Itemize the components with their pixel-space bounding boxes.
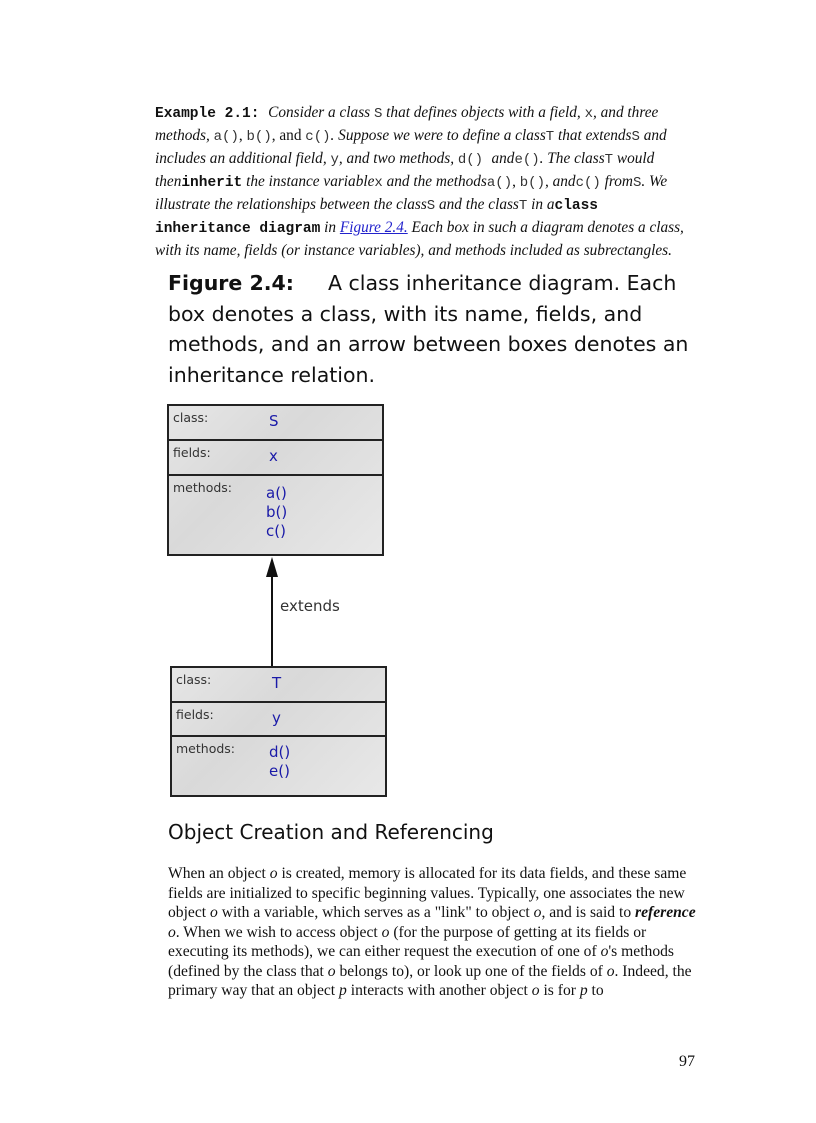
code-text: T [545, 129, 555, 145]
code-text: S [631, 129, 640, 145]
methods-row [172, 737, 385, 795]
code-text: b() [246, 129, 272, 145]
code-text: b() [519, 175, 545, 191]
text-span: is for [539, 982, 580, 999]
emphasis-text: p [339, 982, 347, 999]
emphasis-text: o [327, 962, 336, 980]
text-span: and the methods [382, 173, 487, 190]
text-span: . Indeed, the primary way that an object [168, 962, 692, 999]
code-text: Example 2.1: [155, 106, 269, 122]
text-span: is created, memory is allocated for its data fields, and these same fields are initialized to specific beginning values. Typically, one associates the new object [168, 865, 687, 921]
text-span: to [587, 982, 604, 999]
emphasis-text: o [533, 904, 542, 921]
text-span: that extends [554, 127, 632, 144]
figure-link[interactable]: Figure 2.4. [339, 219, 408, 236]
emphasis-text: p [579, 982, 588, 999]
code-text: S [632, 175, 642, 191]
text-span: interacts with another object [346, 982, 532, 999]
emphasis-text: o [531, 982, 540, 999]
fields-label: fields: [173, 445, 211, 460]
text-span: , [512, 173, 520, 190]
emphasis-text: o [168, 923, 176, 941]
fields-row [169, 441, 382, 476]
section-heading: Object Creation and Referencing [168, 820, 494, 844]
code-text: x [374, 175, 383, 191]
text-span: and [491, 150, 515, 167]
text-span: that defines objects with a field, [382, 104, 585, 121]
emphasis-text: o [606, 962, 615, 980]
emphasis-text: reference [635, 904, 696, 921]
text-span: and the class [435, 196, 519, 213]
code-text: a() [486, 175, 513, 191]
text-span: . We illustrate the relationships between the class [155, 173, 668, 213]
class-label: class: [176, 672, 212, 687]
text-span: , and is said to [541, 904, 636, 921]
class-name: S [269, 412, 279, 430]
extends-label: extends [280, 597, 340, 615]
text-span: Consider a class [268, 104, 374, 121]
text-span: would then [155, 150, 655, 190]
text-span: , and [271, 127, 306, 144]
code-text: x [584, 106, 593, 122]
code-text: y [330, 152, 339, 168]
code-text: class inheritance diagram [155, 198, 599, 237]
code-text: T [518, 198, 528, 214]
text-span: When an object [168, 865, 270, 882]
fields-row [172, 703, 385, 737]
methods-value: d() e() [269, 743, 291, 780]
code-text: S [426, 198, 436, 214]
text-span: , and [544, 173, 576, 190]
fields-label: fields: [176, 707, 214, 722]
emphasis-text: o [600, 943, 609, 960]
page-number: 97 [679, 1053, 695, 1070]
text-span: , and two methods, [338, 150, 458, 167]
text-span: . The class [539, 150, 605, 167]
text-span: 's methods (defined by the class that [168, 943, 674, 980]
text-span: (for the purpose of getting at its fields or executing its methods), we can either request the execution of one of [168, 923, 647, 960]
class-name: T [272, 674, 282, 692]
figure-caption-text: A class inheritance diagram. Each box denotes a class, with its name, fields, and methods, and an arrow between boxes denotes an inheritance relation. [168, 271, 689, 387]
text-span: . Suppose we were to define a class [330, 127, 546, 144]
figure-caption [168, 268, 698, 390]
code-text: a() [213, 129, 239, 145]
emphasis-text: o [210, 904, 218, 921]
class-box-superclass [167, 404, 384, 556]
class-label: class: [173, 410, 209, 425]
example-paragraph [155, 102, 695, 261]
class-row [172, 668, 385, 703]
code-text: c() [575, 175, 601, 191]
code-text: inherit [181, 175, 243, 191]
fields-value: y [272, 709, 281, 727]
figure-label: Figure 2.4: [168, 271, 294, 295]
code-text: T [604, 152, 614, 168]
text-span: with a variable, which serves as a "link" to object [217, 904, 534, 921]
class-row [169, 406, 382, 441]
section-body [168, 864, 698, 1001]
code-text: S [373, 106, 383, 122]
text-span: , and three methods, [155, 104, 659, 144]
class-box-subclass [170, 666, 387, 797]
text-span: belongs to), or look up one of the fields of [335, 962, 607, 980]
text-span: and includes an additional field, [155, 127, 667, 167]
code-text: e() [514, 152, 540, 168]
methods-value: a() b() c() [266, 484, 288, 540]
emphasis-text: o [381, 923, 390, 941]
text-span: , [238, 127, 247, 144]
text-span: Each box in such a diagram denotes a class, with its name, fields (or instance variables), and methods included as subrectangles. [155, 219, 684, 259]
emphasis-text: o [269, 865, 278, 882]
text-span: the instance variable [242, 173, 375, 190]
code-text: c() [305, 129, 331, 145]
methods-row [169, 476, 382, 554]
text-span: in [320, 219, 340, 236]
methods-label: methods: [173, 480, 232, 495]
methods-label: methods: [176, 741, 235, 756]
fields-value: x [269, 447, 278, 465]
code-text: d() [457, 152, 492, 168]
text-span: . When we wish to access object [175, 923, 382, 941]
text-span: in a [527, 196, 555, 213]
text-span: from [600, 173, 633, 190]
inheritance-arrow [262, 555, 282, 670]
